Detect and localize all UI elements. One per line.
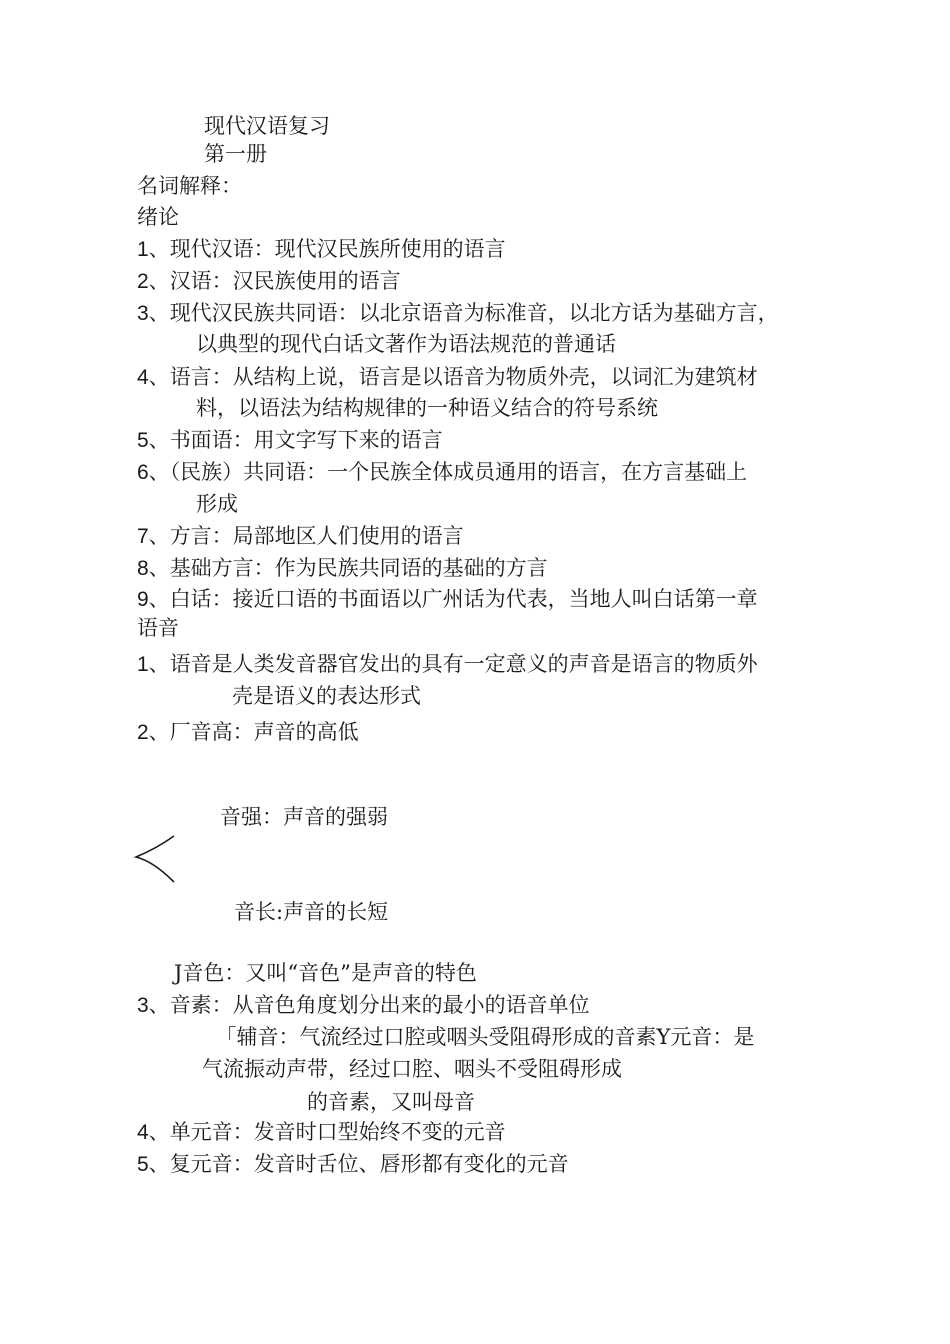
list-item: 3、现代汉民族共同语：以北京语音为标准音，以北方话为基础方言， [137,301,779,325]
list-item-continuation: 料，以语法为结构规律的一种语义结合的符号系统 [196,396,658,420]
list-item-continuation: 形成 [196,492,238,516]
list-item: 2、厂音高：声音的高低 [137,720,359,744]
phoneme-line: 的音素，又叫母音 [307,1090,475,1114]
list-item: 4、语言：从结构上说，语言是以语音为物质外壳，以词汇为建筑材 [137,365,758,389]
page-title: 现代汉语复习 [204,114,330,138]
list-item: 9、白话：接近口语的书面语以广州话为代表，当地人叫白话第一章 [137,587,758,611]
bracket-mark [130,834,180,884]
list-item: 5、复元音：发音时舌位、唇形都有变化的元音 [137,1152,569,1176]
volume-title: 第一册 [204,142,267,166]
section-label: 名词解释： [137,174,242,198]
intro-heading: 绪论 [137,205,179,229]
sound-strength: 音强：声音的强弱 [220,805,388,829]
list-item-continuation: 以典型的现代白话文著作为语法规范的普通话 [196,332,616,356]
list-item-continuation: 壳是语义的表达形式 [232,684,421,708]
list-item: 7、方言：局部地区人们使用的语言 [137,524,464,548]
phoneme-line: ｢辅音：气流经过口腔或咽头受阻碍形成的音素Y元音：是 [226,1025,755,1049]
list-item: 1、语音是人类发音器官发出的具有一定意义的声音是语言的物质外 [137,652,758,676]
list-item: 4、单元音：发音时口型始终不变的元音 [137,1120,506,1144]
list-item: 3、音素：从音色角度划分出来的最小的语音单位 [137,993,590,1017]
chapter-heading: 语音 [137,616,179,640]
sound-timbre: J音色：又叫“音色”是声音的特色 [174,961,477,985]
list-item: 2、汉语：汉民族使用的语言 [137,269,401,293]
list-item: 1、现代汉语：现代汉民族所使用的语言 [137,237,506,261]
list-item: 6、（民族）共同语：一个民族全体成员通用的语言，在方言基础上 [137,460,748,484]
sound-length: 音长:声音的长短 [234,900,389,924]
phoneme-line: 气流振动声带，经过口腔、咽头不受阻碍形成 [202,1057,622,1081]
list-item: 5、书面语：用文字写下来的语言 [137,428,443,452]
list-item: 8、基础方言：作为民族共同语的基础的方言 [137,556,548,580]
